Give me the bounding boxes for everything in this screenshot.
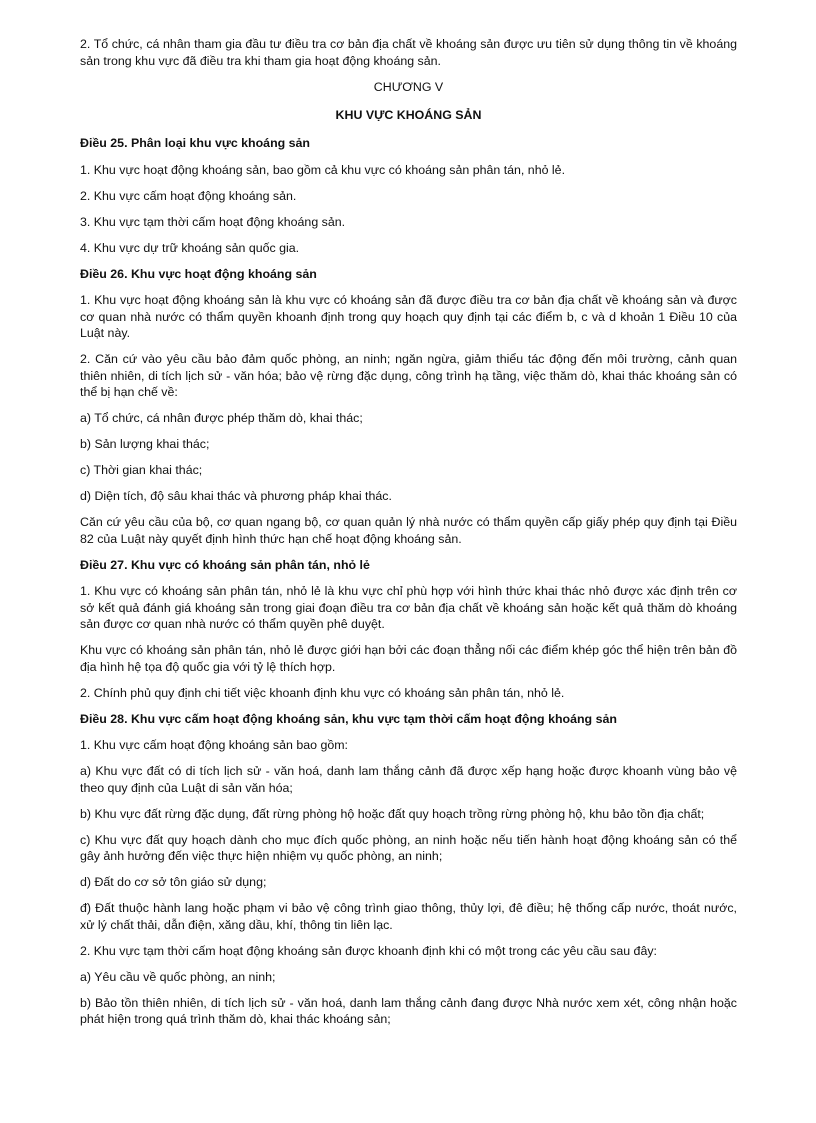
- article-25-item: 4. Khu vực dự trữ khoáng sản quốc gia.: [80, 240, 300, 255]
- article-26-item: d) Diện tích, độ sâu khai thác và phương pháp khai thác.: [80, 489, 392, 503]
- article-28-item: a) Khu vực đất có di tích lịch sử - văn hoá, danh lam thắng cảnh đã được xếp hạng hoặc được khoanh vùng bảo vệ theo quy định của Luật di sản văn hóa;: [80, 764, 737, 795]
- article-26-heading: Điều 26. Khu vực hoạt động khoáng sản: [80, 266, 317, 281]
- article-28-item: c) Khu vực đất quy hoạch dành cho mục đích quốc phòng, an ninh hoặc nếu tiến hành hoạt động khoáng sản có thể gây ảnh hưởng đến việc thực hiện nhiệm vụ quốc phòng, an ninh;: [80, 832, 737, 863]
- chapter-title: KHU VỰC KHOÁNG SẢN: [335, 107, 482, 122]
- article-26-item: b) Sản lượng khai thác;: [80, 437, 210, 451]
- article-28-item: 2. Khu vực tạm thời cấm hoạt động khoáng sản được khoanh định khi có một trong các yêu cầu sau đây:: [80, 943, 657, 958]
- article-25-item: 1. Khu vực hoạt động khoáng sản, bao gồm cả khu vực có khoáng sản phân tán, nhỏ lẻ.: [80, 162, 566, 177]
- article-26-item: a) Tổ chức, cá nhân được phép thăm dò, khai thác;: [80, 411, 363, 425]
- article-28-item: 1. Khu vực cấm hoạt động khoáng sản bao gồm:: [80, 738, 348, 752]
- article-28-item: b) Khu vực đất rừng đặc dụng, đất rừng phòng hộ hoặc đất quy hoạch trồng rừng phòng hộ, khu bảo tồn địa chất;: [80, 806, 705, 821]
- chapter-label: CHƯƠNG V: [373, 80, 444, 94]
- article-25-item: 3. Khu vực tạm thời cấm hoạt động khoáng sản.: [80, 214, 346, 229]
- article-26-item: 2. Căn cứ vào yêu cầu bảo đảm quốc phòng, an ninh; ngăn ngừa, giảm thiểu tác động đến môi trường, cảnh quan thiên nhiên, di tích lịch sử - văn hóa; bảo vệ rừng đặc dụng, công trình hạ tầng, việc thăm dò, khai thác khoáng sản có thể bị hạn chế về:: [80, 352, 737, 399]
- article-27-item: 1. Khu vực có khoáng sản phân tán, nhỏ lẻ là khu vực chỉ phù hợp với hình thức khai thác nhỏ được xác định trên cơ sở kết quả đánh giá khoáng sản trong giai đoạn điều tra cơ bản địa chất về khoáng sản hoặc kết quả thăm dò khoáng sản được cơ quan nhà nước có thẩm quyền phê duyệt.: [80, 584, 737, 631]
- article-26-item: c) Thời gian khai thác;: [80, 463, 203, 477]
- article-28-item: a) Yêu cầu về quốc phòng, an ninh;: [80, 969, 276, 984]
- article-26-item: Căn cứ yêu cầu của bộ, cơ quan ngang bộ, cơ quan quản lý nhà nước có thẩm quyền cấp giấy phép quy định tại Điều 82 của Luật này quyết định hình thức hạn chế hoạt động khoáng sản.: [80, 515, 737, 546]
- article-28-item: b) Bảo tồn thiên nhiên, di tích lịch sử - văn hoá, danh lam thắng cảnh đang được Nhà nước xem xét, công nhận hoặc phát hiện trong quá trình thăm dò, khai thác khoáng sản;: [80, 995, 737, 1026]
- article-27-item: Khu vực có khoáng sản phân tán, nhỏ lẻ được giới hạn bởi các đoạn thẳng nối các điểm khép góc thể hiện trên bản đồ địa hình hệ tọa độ quốc gia với tỷ lệ thích hợp.: [80, 643, 737, 674]
- article-28-heading: Điều 28. Khu vực cấm hoạt động khoáng sản, khu vực tạm thời cấm hoạt động khoáng sản: [80, 711, 617, 726]
- article-27-heading: Điều 27. Khu vực có khoáng sản phân tán, nhỏ lẻ: [80, 557, 370, 572]
- article-28-item: đ) Đất thuộc hành lang hoặc phạm vi bảo vệ công trình giao thông, thủy lợi, đê điều; hệ thống cấp nước, thoát nước, xử lý chất thải, dẫn điện, xăng dầu, khí, thông tin liên lạc.: [80, 901, 737, 932]
- article-28-item: d) Đất do cơ sở tôn giáo sử dụng;: [80, 875, 267, 889]
- document-page: [80, 36, 737, 1037]
- article-25-item: 2. Khu vực cấm hoạt động khoáng sản.: [80, 188, 297, 203]
- article-26-item: 1. Khu vực hoạt động khoáng sản là khu vực có khoáng sản đã được điều tra cơ bản địa chất về khoáng sản và được cơ quan nhà nước có thẩm quyền khoanh định trong quy hoạch quy định tại các điểm b, c và d khoản 1 Điều 10 của Luật này.: [80, 293, 737, 340]
- article-25-heading: Điều 25. Phân loại khu vực khoáng sản: [80, 136, 311, 150]
- article-27-item: 2. Chính phủ quy định chi tiết việc khoanh định khu vực có khoáng sản phân tán, nhỏ lẻ.: [80, 685, 565, 700]
- paragraph: 2. Tổ chức, cá nhân tham gia đầu tư điều tra cơ bản địa chất về khoáng sản được ưu tiên sử dụng thông tin về khoáng sản trong khu vực đã điều tra khi tham gia hoạt động khoáng sản.: [80, 37, 737, 68]
